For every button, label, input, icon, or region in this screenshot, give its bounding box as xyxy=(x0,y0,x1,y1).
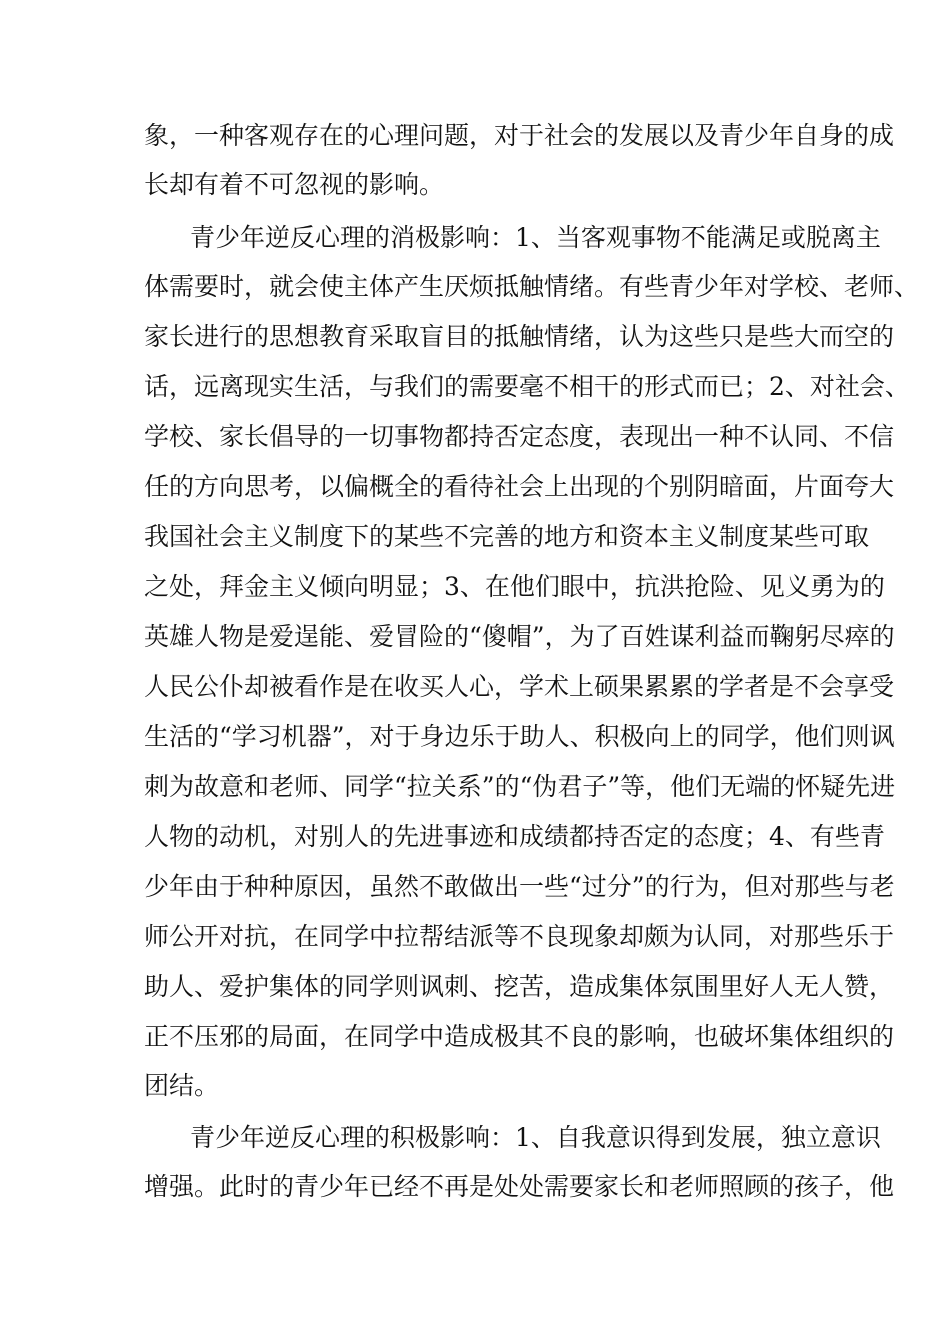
paragraph-2-line-2: 体需要时，就会使主体产生厌烦抵触情绪。有些青少年对学校、老师、 xyxy=(144,272,920,301)
paragraph-2-line-14: 少年由于种种原因，虽然不敢做出一些“过分”的行为，但对那些与老 xyxy=(144,872,895,901)
paragraph-1-line-1: 象，一种客观存在的心理问题，对于社会的发展以及青少年自身的成 xyxy=(144,121,895,150)
paragraph-2-line-6: 任的方向思考，以偏概全的看待社会上出现的个别阴暗面，片面夸大 xyxy=(144,472,895,501)
paragraph-2-line-13: 人物的动机，对别人的先进事迹和成绩都持否定的态度；4、有些青 xyxy=(144,822,885,851)
paragraph-2-line-11: 生活的“学习机器”，对于身边乐于助人、积极向上的同学，他们则讽 xyxy=(144,722,895,751)
paragraph-2-line-9: 英雄人物是爱逞能、爱冒险的“傻帽”，为了百姓谋利益而鞠躬尽瘁的 xyxy=(144,622,895,651)
paragraph-1-line-2: 长却有着不可忽视的影响。 xyxy=(144,170,445,199)
paragraph-2-line-8: 之处，拜金主义倾向明显；3、在他们眼中，抗洪抢险、见义勇为的 xyxy=(144,572,885,601)
paragraph-2-line-17: 正不压邪的局面，在同学中造成极其不良的影响，也破坏集体组织的 xyxy=(144,1022,895,1051)
paragraph-3-line-1: 青少年逆反心理的积极影响：1、自我意识得到发展，独立意识 xyxy=(190,1123,881,1152)
paragraph-2-line-18: 团结。 xyxy=(144,1071,220,1100)
paragraph-2-line-16: 助人、爱护集体的同学则讽刺、挖苦，造成集体氛围里好人无人赞， xyxy=(144,972,895,1001)
paragraph-2-line-12: 刺为故意和老师、同学“拉关系”的“伪君子”等，他们无端的怀疑先进 xyxy=(144,772,896,801)
paragraph-2-line-5: 学校、家长倡导的一切事物都持否定态度，表现出一种不认同、不信 xyxy=(144,422,895,451)
paragraph-2-line-4: 话，远离现实生活，与我们的需要毫不相干的形式而已；2、对社会、 xyxy=(144,372,910,401)
paragraph-2-line-15: 师公开对抗，在同学中拉帮结派等不良现象却颇为认同，对那些乐于 xyxy=(144,922,895,951)
paragraph-2-line-1: 青少年逆反心理的消极影响：1、当客观事物不能满足或脱离主 xyxy=(190,223,881,252)
paragraph-3-line-2: 增强。此时的青少年已经不再是处处需要家长和老师照顾的孩子，他 xyxy=(144,1172,895,1201)
paragraph-2-line-10: 人民公仆却被看作是在收买人心，学术上硕果累累的学者是不会享受 xyxy=(144,672,895,701)
paragraph-2-line-7: 我国社会主义制度下的某些不完善的地方和资本主义制度某些可取 xyxy=(144,522,870,551)
paragraph-2-line-3: 家长进行的思想教育采取盲目的抵触情绪，认为这些只是些大而空的 xyxy=(144,322,895,351)
